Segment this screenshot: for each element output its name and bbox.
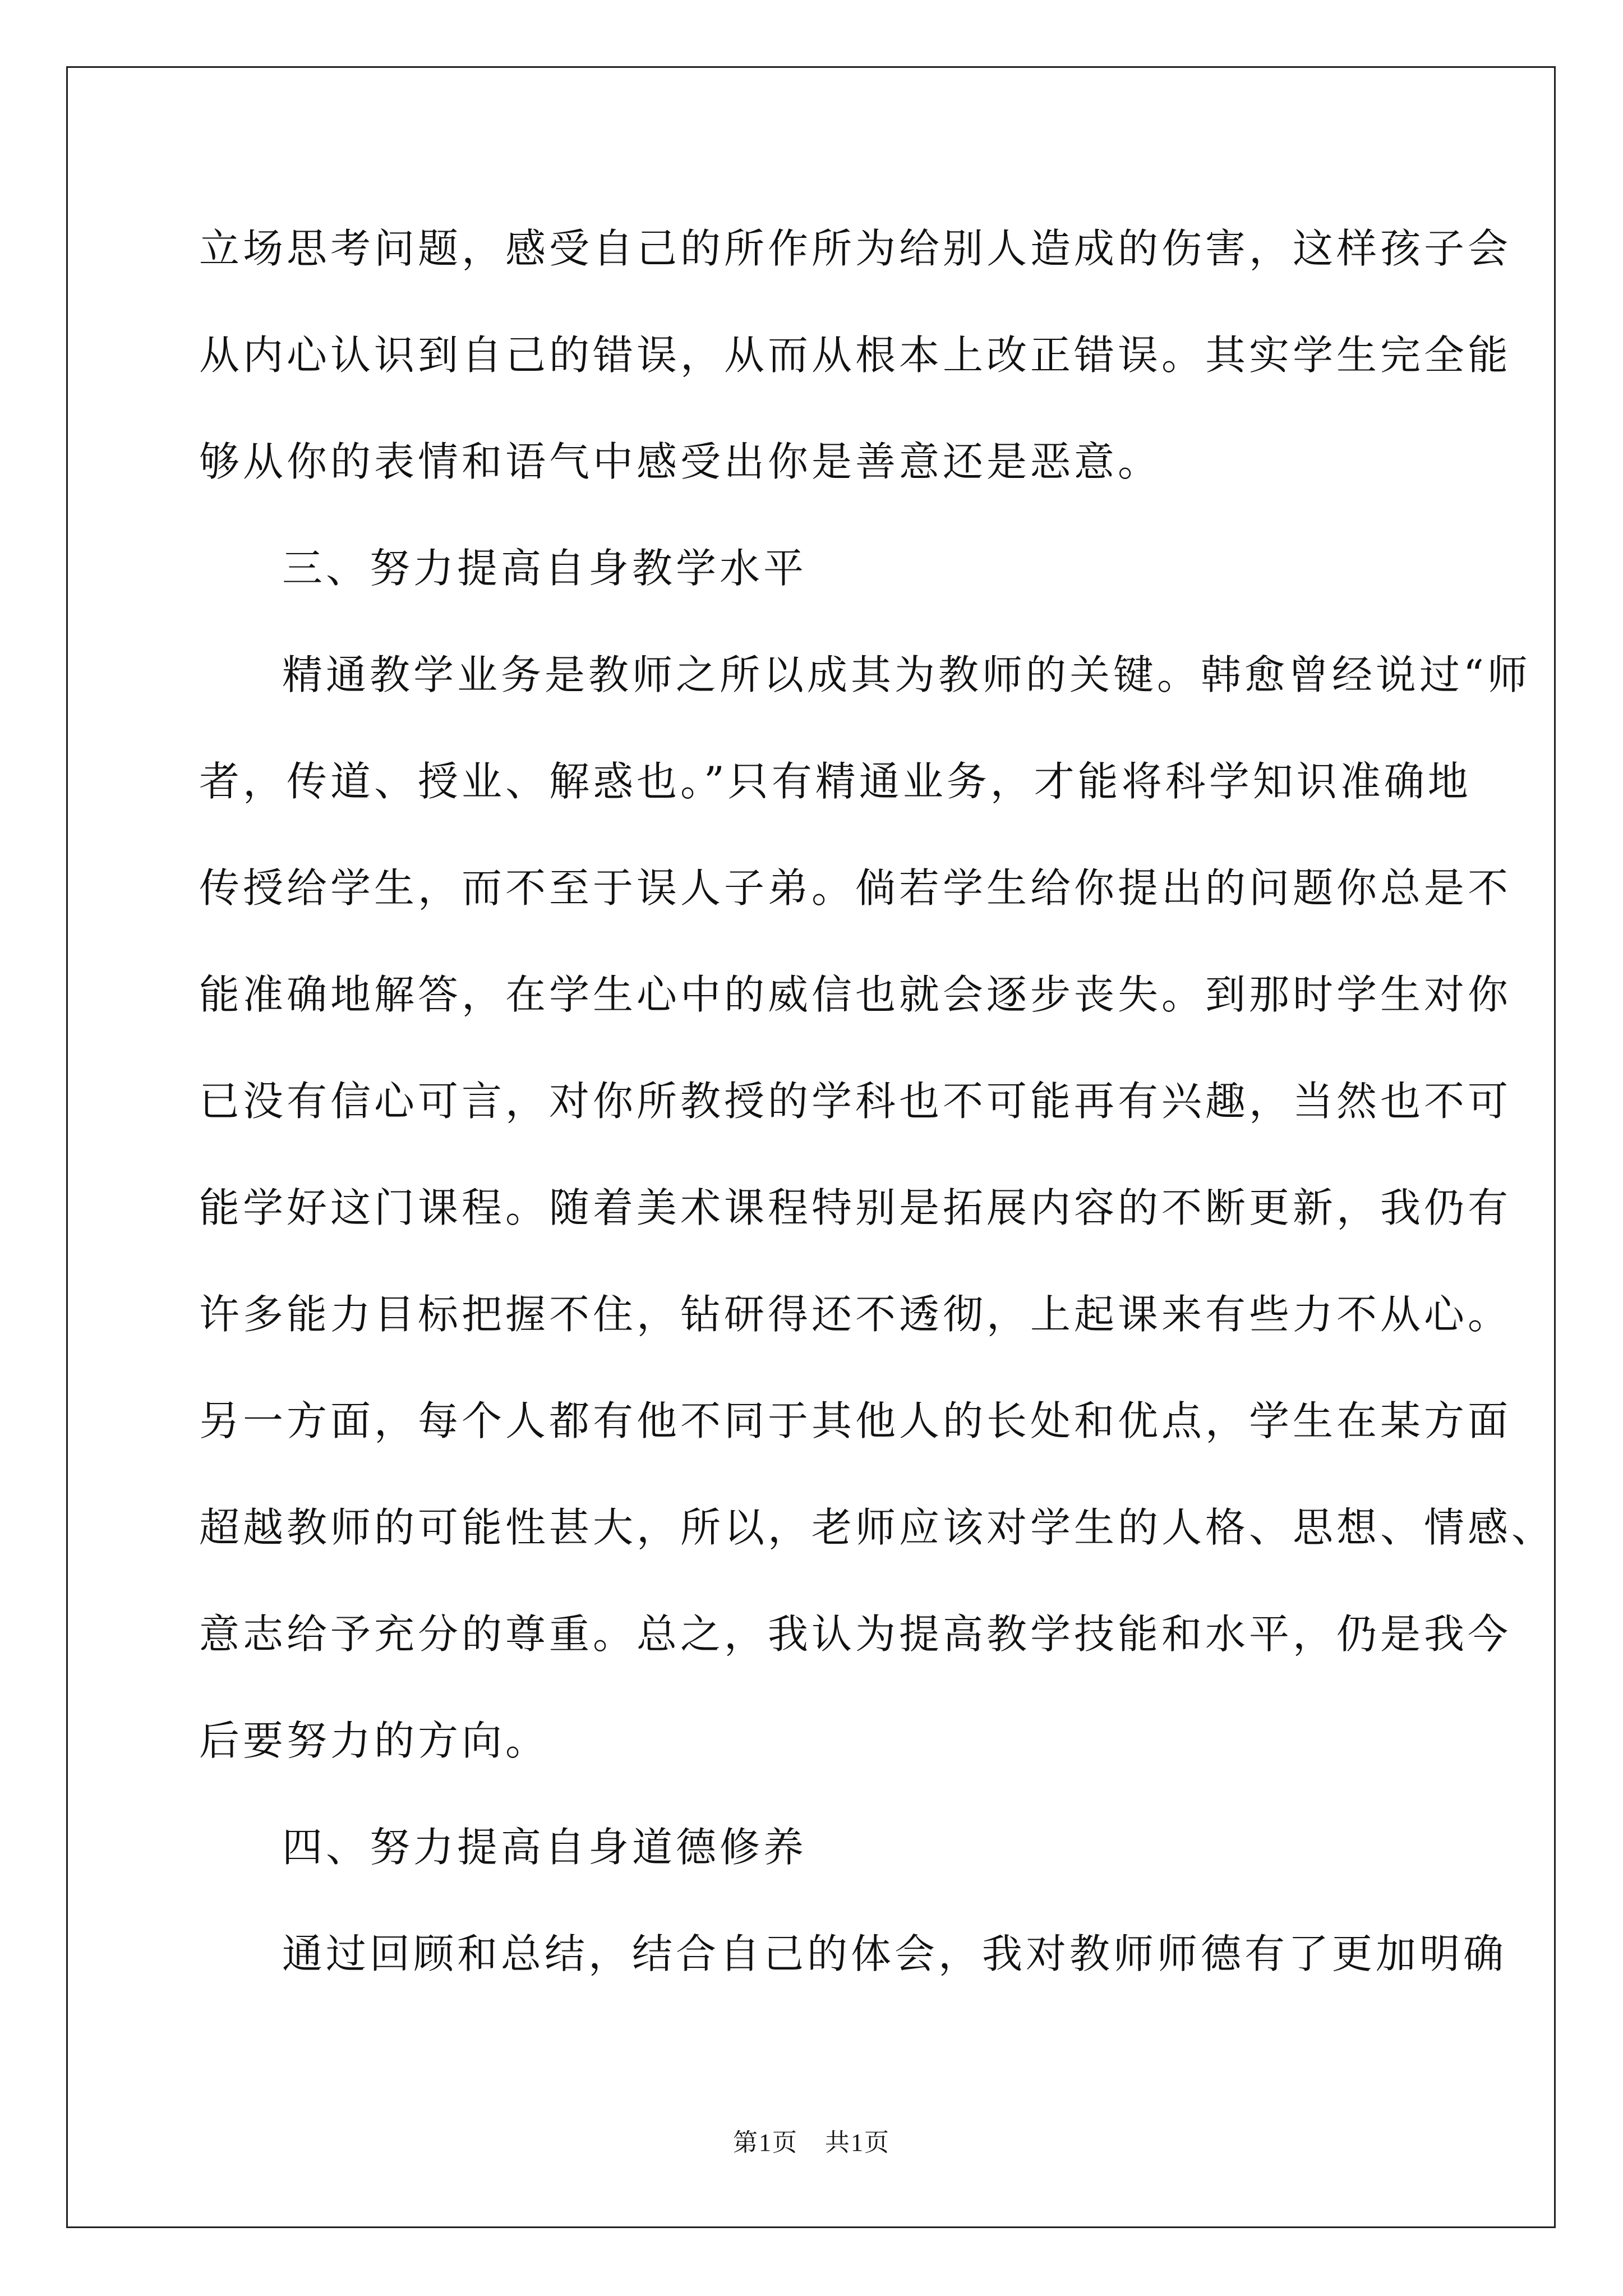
text-line: 能学好这门课程。随着美术课程特别是拓展内容的不断更新，我仍有 [199, 1184, 1512, 1231]
text-line: 意志给予充分的尊重。总之，我认为提高教学技能和水平，仍是我今 [199, 1611, 1512, 1658]
text-line: 者，传道、授业、解惑也。”只有精通业务，才能将科学知识准确地 [199, 758, 1472, 805]
text-line: 能准确地解答，在学生心中的威信也就会逐步丧失。到那时学生对你 [199, 971, 1512, 1018]
page-number: 第1页 [733, 2129, 798, 2156]
text-line: 够从你的表情和语气中感受出你是善意还是恶意。 [199, 438, 1162, 485]
page-border [66, 66, 1556, 2228]
page-footer [0, 2127, 1623, 2159]
text-line: 已没有信心可言，对你所教授的学科也不可能再有兴趣，当然也不可 [199, 1078, 1512, 1125]
text-line: 传授给学生，而不至于误人子弟。倘若学生给你提出的问题你总是不 [199, 864, 1512, 912]
text-line: 另一方面，每个人都有他不同于其他人的长处和优点，学生在某方面 [199, 1397, 1512, 1444]
text-line: 许多能力目标把握不住，钻研得还不透彻，上起课来有些力不从心。 [199, 1291, 1512, 1338]
section-heading: 四、努力提高自身道德修养 [282, 1824, 808, 1871]
text-line: 超越教师的可能性甚大，所以，老师应该对学生的人格、思想、情感、 [199, 1504, 1556, 1551]
text-line: 通过回顾和总结，结合自己的体会，我对教师师德有了更加明确 [282, 1930, 1507, 1977]
text-line: 立场思考问题，感受自己的所作所为给别人造成的伤害，这样孩子会 [199, 225, 1512, 272]
section-heading: 三、努力提高自身教学水平 [282, 545, 808, 592]
text-line: 从内心认识到自己的错误，从而从根本上改正错误。其实学生完全能 [199, 332, 1512, 379]
page-total: 共1页 [825, 2129, 890, 2156]
text-line: 后要努力的方向。 [199, 1717, 550, 1764]
text-line: 精通教学业务是教师之所以成其为教师的关键。韩愈曾经说过“师 [282, 651, 1531, 698]
